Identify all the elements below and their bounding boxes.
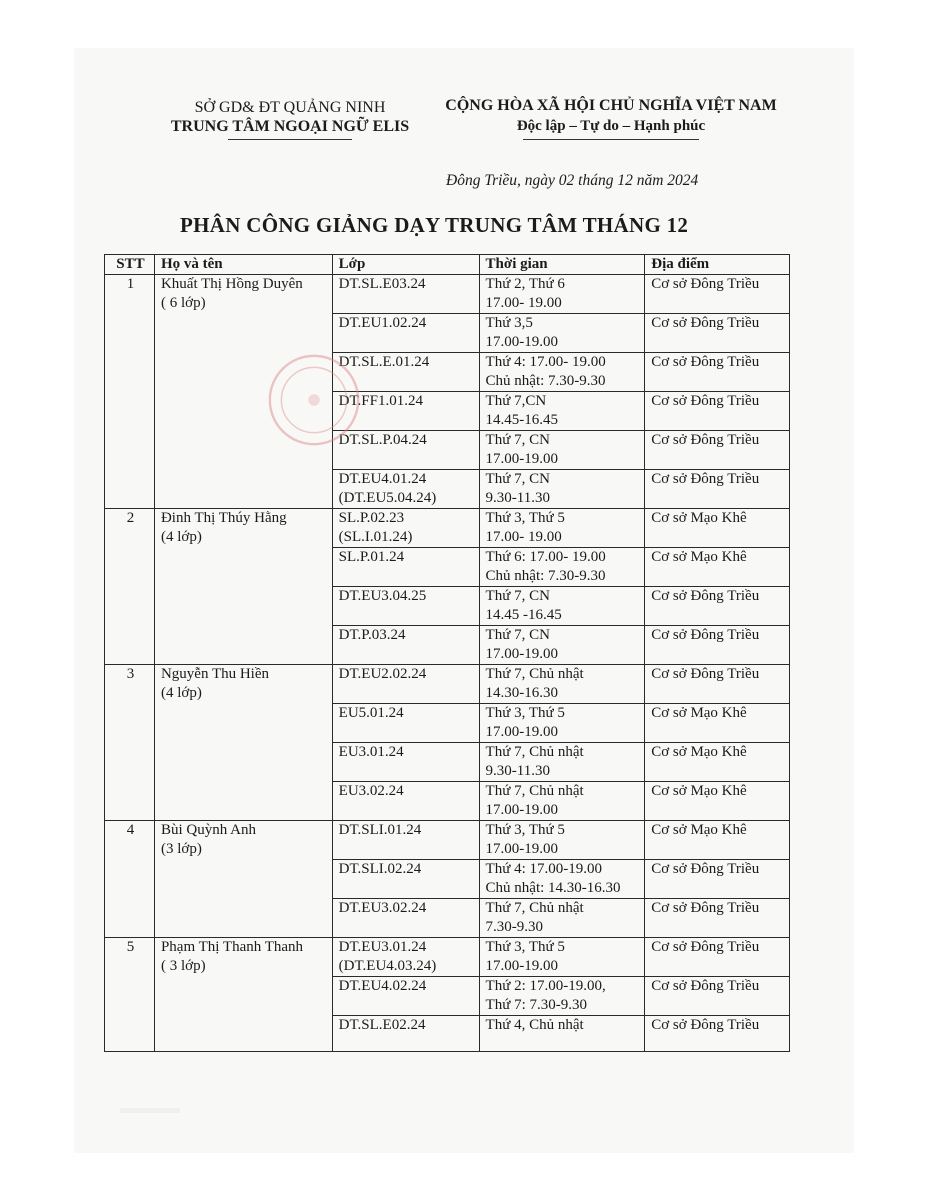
schedule-time-line: Thứ 7, Chủ nhật xyxy=(485,783,584,799)
schedule-time xyxy=(479,743,645,782)
schedule-time-line: 14.30-16.30 xyxy=(485,685,559,701)
table-row xyxy=(105,509,790,548)
class-code-line: DT.EU3.01.24 xyxy=(338,939,427,955)
class-code-line: SL.P.01.24 xyxy=(338,549,405,565)
teacher-name: Đinh Thị Thúy Hằng xyxy=(160,510,287,526)
national-header xyxy=(436,96,786,140)
table-row xyxy=(105,821,790,860)
schedule-time-line: Thứ 7,CN xyxy=(485,393,547,409)
schedule-time xyxy=(479,1016,645,1052)
teacher-name: Bùi Quỳnh Anh xyxy=(160,822,256,838)
date-line: Đông Triều, ngày 02 tháng 12 năm 2024 xyxy=(446,172,699,189)
schedule-time xyxy=(479,509,645,548)
class-code-line: EU5.01.24 xyxy=(338,705,404,721)
org-underline xyxy=(228,139,352,140)
location: Cơ sở Đông Triều xyxy=(645,860,790,899)
header-stt: STT xyxy=(105,255,155,275)
class-code-line: DT.SL.E.01.24 xyxy=(338,354,430,370)
schedule-time xyxy=(479,353,645,392)
header-class: Lớp xyxy=(332,255,479,275)
schedule-time-line: Thứ 3,5 xyxy=(485,315,533,331)
location: Cơ sở Mạo Khê xyxy=(645,743,790,782)
schedule-time-line: 7.30-9.30 xyxy=(485,919,544,935)
schedule-time-line: Chủ nhật: 14.30-16.30 xyxy=(485,880,621,896)
teacher-stt: 3 xyxy=(105,665,155,821)
org-name: TRUNG TÂM NGOẠI NGỮ ELIS xyxy=(170,118,410,135)
schedule-time-line: Thứ 6: 17.00- 19.00 xyxy=(485,549,606,565)
location: Cơ sở Đông Triều xyxy=(645,977,790,1016)
class-count: ( 3 lớp) xyxy=(160,958,206,974)
class-code xyxy=(332,587,479,626)
class-code-line: DT.EU4.02.24 xyxy=(338,978,427,994)
teacher-cell xyxy=(154,821,332,938)
republic-title: CỘNG HÒA XÃ HỘI CHỦ NGHĨA VIỆT NAM xyxy=(445,97,777,114)
class-code-line: DT.EU4.01.24 xyxy=(338,471,427,487)
schedule-time xyxy=(479,314,645,353)
schedule-time xyxy=(479,392,645,431)
schedule-time xyxy=(479,860,645,899)
location: Cơ sở Đông Triều xyxy=(645,470,790,509)
class-code xyxy=(332,353,479,392)
table-body xyxy=(105,275,790,1052)
location: Cơ sở Mạo Khê xyxy=(645,782,790,821)
schedule-time xyxy=(479,275,645,314)
class-code xyxy=(332,782,479,821)
table-row xyxy=(105,665,790,704)
class-code-line: DT.EU3.04.25 xyxy=(338,588,427,604)
class-code-line: EU3.01.24 xyxy=(338,744,404,760)
schedule-time-line: Thứ 7, CN xyxy=(485,627,550,643)
schedule-time-line: Thứ 3, Thứ 5 xyxy=(485,705,565,721)
schedule-time xyxy=(479,704,645,743)
schedule-time-line: 17.00-19.00 xyxy=(485,334,559,350)
schedule-time xyxy=(479,431,645,470)
location: Cơ sở Mạo Khê xyxy=(645,821,790,860)
schedule-time-line: 17.00- 19.00 xyxy=(485,529,562,545)
schedule-time-line: Thứ 3, Thứ 5 xyxy=(485,510,565,526)
class-code xyxy=(332,431,479,470)
schedule-time-line: 17.00-19.00 xyxy=(485,802,559,818)
motto-underline xyxy=(523,139,699,140)
teacher-name: Nguyễn Thu Hiền xyxy=(160,666,270,682)
schedule-time-line: Thứ 2: 17.00-19.00, xyxy=(485,978,606,994)
header-time: Thời gian xyxy=(479,255,645,275)
location: Cơ sở Đông Triều xyxy=(645,587,790,626)
schedule-time-line: 17.00-19.00 xyxy=(485,841,559,857)
location: Cơ sở Mạo Khê xyxy=(645,509,790,548)
teacher-cell xyxy=(154,509,332,665)
teacher-cell xyxy=(154,665,332,821)
schedule-time-line: 17.00-19.00 xyxy=(485,958,559,974)
class-code xyxy=(332,509,479,548)
class-code-line: DT.FF1.01.24 xyxy=(338,393,423,409)
schedule-time-line: 17.00-19.00 xyxy=(485,451,559,467)
class-code-line: (SL.I.01.24) xyxy=(338,529,413,545)
teacher-name: Phạm Thị Thanh Thanh xyxy=(160,939,304,955)
class-code xyxy=(332,860,479,899)
location: Cơ sở Mạo Khê xyxy=(645,704,790,743)
class-code-line: DT.EU3.02.24 xyxy=(338,900,427,916)
schedule-time-line: 17.00-19.00 xyxy=(485,724,559,740)
class-code-line: DT.SLI.02.24 xyxy=(338,861,422,877)
schedule-time-line: 9.30-11.30 xyxy=(485,490,550,506)
schedule-time-line: 9.30-11.30 xyxy=(485,763,550,779)
class-code xyxy=(332,665,479,704)
schedule-time xyxy=(479,587,645,626)
teacher-stt: 4 xyxy=(105,821,155,938)
location: Cơ sở Đông Triều xyxy=(645,938,790,977)
table-header-row xyxy=(105,255,790,275)
location: Cơ sở Đông Triều xyxy=(645,1016,790,1052)
class-code-line: (DT.EU4.03.24) xyxy=(338,958,437,974)
class-code xyxy=(332,821,479,860)
schedule-time-line: Thứ 3, Thứ 5 xyxy=(485,939,565,955)
org-parent: SỞ GD& ĐT QUẢNG NINH xyxy=(194,99,386,116)
class-code-line: (DT.EU5.04.24) xyxy=(338,490,437,506)
class-count: (4 lớp) xyxy=(160,685,202,701)
schedule-time xyxy=(479,548,645,587)
class-count: (3 lớp) xyxy=(160,841,202,857)
location: Cơ sở Đông Triều xyxy=(645,275,790,314)
class-code xyxy=(332,392,479,431)
motto: Độc lập – Tự do – Hạnh phúc xyxy=(516,118,706,134)
schedule-time-line: Thứ 7, CN xyxy=(485,588,550,604)
class-code xyxy=(332,548,479,587)
schedule-table xyxy=(104,254,790,1052)
class-code-line: DT.EU1.02.24 xyxy=(338,315,427,331)
class-code-line: DT.SL.E02.24 xyxy=(338,1017,426,1033)
class-code-line: DT.P.03.24 xyxy=(338,627,406,643)
schedule-time-line: Thứ 7, CN xyxy=(485,471,550,487)
teacher-stt: 5 xyxy=(105,938,155,1052)
class-code-line: DT.EU2.02.24 xyxy=(338,666,427,682)
schedule-time-line: Thứ 7, Chủ nhật xyxy=(485,900,584,916)
schedule-time-line: 17.00- 19.00 xyxy=(485,295,562,311)
schedule-time-line: 14.45-16.45 xyxy=(485,412,559,428)
location: Cơ sở Đông Triều xyxy=(645,665,790,704)
class-code xyxy=(332,704,479,743)
scan-artifact xyxy=(120,1108,180,1113)
class-code xyxy=(332,977,479,1016)
location: Cơ sở Mạo Khê xyxy=(645,548,790,587)
class-count: (4 lớp) xyxy=(160,529,202,545)
location: Cơ sở Đông Triều xyxy=(645,392,790,431)
class-code-line: DT.SLI.01.24 xyxy=(338,822,422,838)
document-title: PHÂN CÔNG GIẢNG DẠY TRUNG TÂM THÁNG 12 xyxy=(180,213,689,237)
schedule-time-line: Thứ 4: 17.00- 19.00 xyxy=(485,354,606,370)
schedule-time xyxy=(479,665,645,704)
header-place: Địa điểm xyxy=(645,255,790,275)
schedule-time xyxy=(479,938,645,977)
teacher-name: Khuất Thị Hồng Duyên xyxy=(160,276,303,292)
schedule-time xyxy=(479,821,645,860)
teacher-cell xyxy=(154,275,332,509)
schedule-time-line: Thứ 2, Thứ 6 xyxy=(485,276,565,292)
schedule-time-line: Thứ 4: 17.00-19.00 xyxy=(485,861,603,877)
schedule-time xyxy=(479,782,645,821)
schedule-time xyxy=(479,626,645,665)
schedule-time-line: 14.45 -16.45 xyxy=(485,607,562,623)
schedule-time xyxy=(479,470,645,509)
table-row xyxy=(105,275,790,314)
schedule-time-line: Thứ 7, Chủ nhật xyxy=(485,666,584,682)
class-code xyxy=(332,938,479,977)
schedule-time-line: 17.00-19.00 xyxy=(485,646,559,662)
location: Cơ sở Đông Triều xyxy=(645,431,790,470)
table-row xyxy=(105,938,790,977)
schedule-time-line: Thứ 7: 7.30-9.30 xyxy=(485,997,588,1013)
schedule-time-line: Chủ nhật: 7.30-9.30 xyxy=(485,568,606,584)
teacher-stt: 2 xyxy=(105,509,155,665)
location: Cơ sở Đông Triều xyxy=(645,353,790,392)
teacher-cell xyxy=(154,938,332,1052)
class-code-line: SL.P.02.23 xyxy=(338,510,405,526)
schedule-time xyxy=(479,977,645,1016)
class-code-line: DT.SL.E03.24 xyxy=(338,276,426,292)
schedule-time-line: Thứ 3, Thứ 5 xyxy=(485,822,565,838)
class-code-line: EU3.02.24 xyxy=(338,783,404,799)
class-code-line: DT.SL.P.04.24 xyxy=(338,432,427,448)
schedule-time-line: Thứ 7, Chủ nhật xyxy=(485,744,584,760)
organization-header xyxy=(160,98,420,140)
schedule-time xyxy=(479,899,645,938)
class-code xyxy=(332,626,479,665)
location: Cơ sở Đông Triều xyxy=(645,626,790,665)
location: Cơ sở Đông Triều xyxy=(645,314,790,353)
schedule-time-line: Thứ 7, CN xyxy=(485,432,550,448)
class-code xyxy=(332,314,479,353)
class-code xyxy=(332,470,479,509)
schedule-time-line: Chủ nhật: 7.30-9.30 xyxy=(485,373,606,389)
class-code xyxy=(332,743,479,782)
class-code xyxy=(332,275,479,314)
class-count: ( 6 lớp) xyxy=(160,295,206,311)
schedule-time-line: Thứ 4, Chủ nhật xyxy=(485,1017,584,1033)
class-code xyxy=(332,1016,479,1052)
class-code xyxy=(332,899,479,938)
teacher-stt: 1 xyxy=(105,275,155,509)
header-name: Họ và tên xyxy=(154,255,332,275)
location: Cơ sở Đông Triều xyxy=(645,899,790,938)
